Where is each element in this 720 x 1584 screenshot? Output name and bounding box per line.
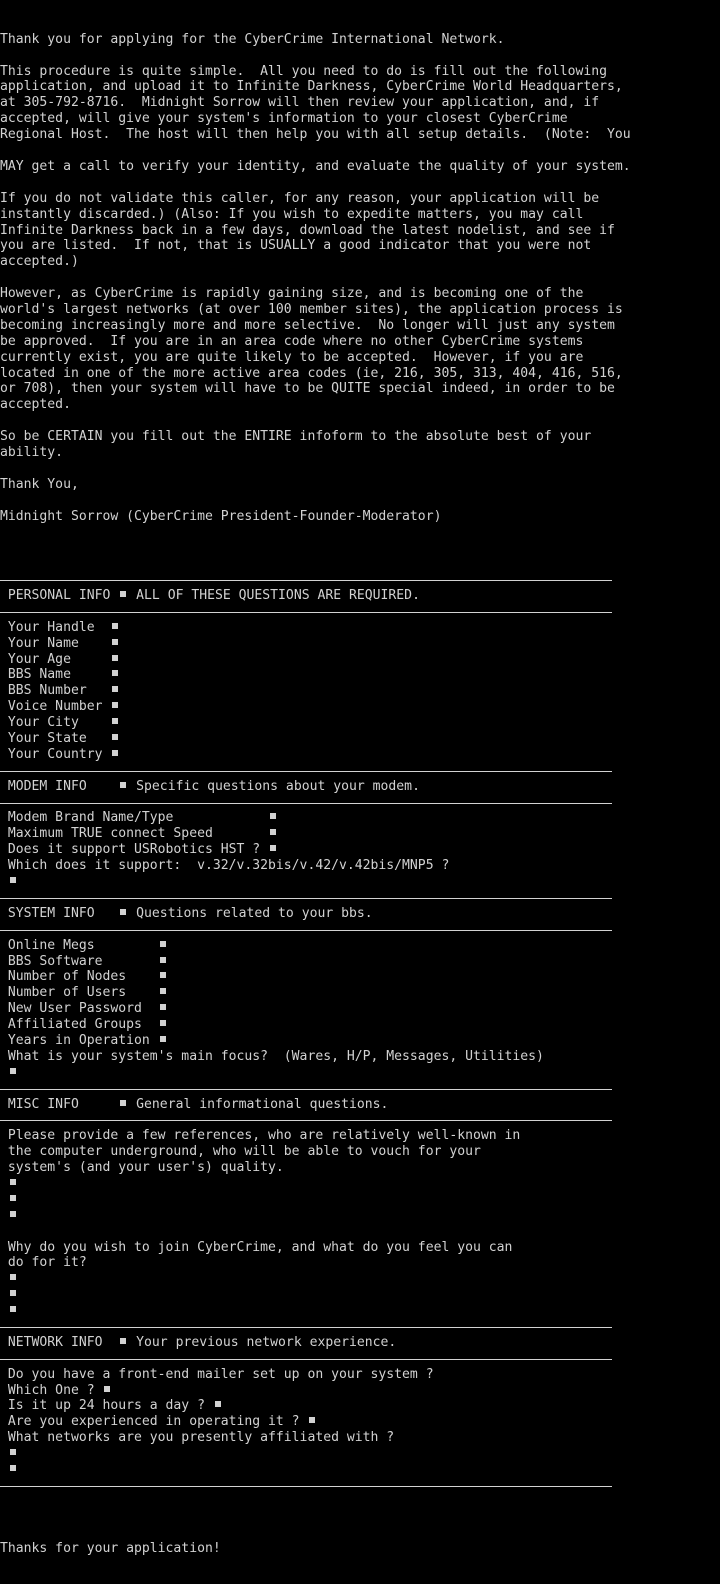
section-description: General informational questions. bbox=[136, 1096, 389, 1112]
form-question bbox=[0, 1240, 720, 1256]
intro-line: ability. bbox=[0, 444, 64, 460]
divider-line bbox=[0, 1319, 720, 1335]
question-label: Affiliated Groups bbox=[0, 1017, 158, 1033]
divider-line bbox=[0, 604, 720, 620]
closing-line: Thanks for your application! bbox=[0, 1541, 221, 1557]
section-header bbox=[0, 588, 720, 604]
question-label: Maximum TRUE connect Speed bbox=[0, 826, 269, 842]
answer-bullet-icon[interactable] bbox=[270, 813, 276, 819]
answer-bullet-icon[interactable] bbox=[10, 1179, 16, 1185]
section-title: NETWORK INFO bbox=[0, 1334, 111, 1350]
form-question bbox=[0, 1367, 720, 1383]
section-title: SYSTEM INFO bbox=[0, 905, 111, 921]
intro-line bbox=[0, 270, 720, 286]
intro-line: accepted.) bbox=[0, 254, 79, 270]
divider-line bbox=[0, 1112, 720, 1128]
form-question bbox=[0, 667, 720, 683]
intro-line: Thank You, bbox=[0, 476, 79, 492]
spacer bbox=[0, 1494, 720, 1510]
answer-bullet-icon[interactable] bbox=[160, 941, 166, 947]
answer-bullet-icon[interactable] bbox=[160, 1004, 166, 1010]
form-question bbox=[0, 636, 720, 652]
intro-line bbox=[0, 493, 720, 509]
question-label bbox=[0, 874, 8, 889]
form-question bbox=[0, 1049, 720, 1065]
divider-line bbox=[0, 763, 720, 779]
answer-bullet-icon[interactable] bbox=[160, 1036, 166, 1042]
section-title: PERSONAL INFO bbox=[0, 588, 111, 604]
answer-bullet-icon[interactable] bbox=[112, 686, 118, 692]
form-question bbox=[0, 731, 720, 747]
intro-line: at 305-792-8716. Midnight Sorrow will then review your application, and, if bbox=[0, 95, 600, 111]
form-question bbox=[0, 969, 720, 985]
intro-line: application, and upload it to Infinite Darkness, CyberCrime World Headquarters, bbox=[0, 79, 623, 95]
answer-bullet-icon[interactable] bbox=[120, 1100, 126, 1106]
form-question bbox=[0, 1001, 720, 1017]
intro-line: MAY get a call to verify your identity, and evaluate the quality of your system. bbox=[0, 158, 631, 174]
section-header bbox=[0, 1097, 720, 1113]
answer-bullet-icon[interactable] bbox=[160, 1020, 166, 1026]
question-label: What is your system's main focus? (Wares, H/P, Messages, Utilities) bbox=[0, 1048, 544, 1064]
question-label bbox=[0, 1462, 8, 1477]
form-question bbox=[0, 1208, 720, 1224]
divider-line bbox=[0, 1081, 720, 1097]
answer-bullet-icon[interactable] bbox=[160, 972, 166, 978]
answer-bullet-icon[interactable] bbox=[270, 829, 276, 835]
answer-bullet-icon[interactable] bbox=[112, 718, 118, 724]
form-question bbox=[0, 1128, 720, 1144]
form-question bbox=[0, 699, 720, 715]
form-question bbox=[0, 1176, 720, 1192]
question-label: BBS Name bbox=[0, 667, 111, 683]
question-label bbox=[0, 1271, 8, 1286]
intro-line: Infinite Darkness back in a few days, download the latest nodelist, and see if bbox=[0, 222, 615, 238]
intro-line: you are listed. If not, that is USUALLY a good indicator that you were not bbox=[0, 238, 592, 254]
form-question bbox=[0, 874, 720, 890]
intro-line: be approved. If you are in an area code where no other CyberCrime systems bbox=[0, 333, 584, 349]
section-title: MODEM INFO bbox=[0, 778, 111, 794]
question-label: the computer underground, who will be able to vouch for your bbox=[0, 1144, 481, 1160]
application-form bbox=[0, 572, 720, 1510]
answer-bullet-icon[interactable] bbox=[112, 670, 118, 676]
form-question bbox=[0, 1430, 720, 1446]
spacer bbox=[0, 524, 720, 540]
form-question bbox=[0, 1462, 720, 1478]
answer-bullet-icon[interactable] bbox=[10, 1211, 16, 1217]
intro-line: currently exist, you are quite likely to be accepted. However, if you are bbox=[0, 349, 584, 365]
form-question bbox=[0, 1192, 720, 1208]
answer-bullet-icon[interactable] bbox=[10, 1290, 16, 1296]
section-title: MISC INFO bbox=[0, 1096, 111, 1112]
question-label: Modem Brand Name/Type bbox=[0, 810, 269, 826]
divider-line bbox=[0, 922, 720, 938]
answer-bullet-icon[interactable] bbox=[10, 1068, 16, 1074]
question-label bbox=[0, 1446, 8, 1461]
form-question bbox=[0, 1017, 720, 1033]
intro-line: becoming increasingly more and more selective. No longer will just any system bbox=[0, 317, 615, 333]
intro-line bbox=[0, 413, 720, 429]
form-question bbox=[0, 842, 720, 858]
question-label bbox=[0, 1287, 8, 1302]
question-label: Do you have a front-end mailer set up on your system ? bbox=[0, 1366, 434, 1382]
question-label: Your Handle bbox=[0, 619, 111, 635]
form-question bbox=[0, 1160, 720, 1176]
section-description: Questions related to your bbs. bbox=[136, 905, 373, 921]
answer-bullet-icon[interactable] bbox=[160, 957, 166, 963]
answer-bullet-icon[interactable] bbox=[112, 639, 118, 645]
form-question bbox=[0, 985, 720, 1001]
form-question bbox=[0, 1446, 720, 1462]
question-label: system's (and your user's) quality. bbox=[0, 1160, 284, 1176]
question-label: Your City bbox=[0, 715, 111, 731]
form-question bbox=[0, 1414, 720, 1430]
answer-bullet-icon[interactable] bbox=[10, 1306, 16, 1312]
intro-line bbox=[0, 175, 720, 191]
intro-line: accepted. bbox=[0, 397, 71, 413]
answer-bullet-icon[interactable] bbox=[10, 1195, 16, 1201]
question-label bbox=[0, 1176, 8, 1191]
form-question bbox=[0, 826, 720, 842]
question-label bbox=[0, 1065, 8, 1080]
intro-line: This procedure is quite simple. All you need to do is fill out the following bbox=[0, 63, 607, 79]
section-description: ALL OF THESE QUESTIONS ARE REQUIRED. bbox=[136, 588, 420, 604]
question-label: Does it support USRobotics HST ? bbox=[0, 842, 269, 858]
answer-bullet-icon[interactable] bbox=[270, 845, 276, 851]
divider-line bbox=[0, 890, 720, 906]
divider-line bbox=[0, 572, 720, 588]
form-question bbox=[0, 938, 720, 954]
form-question bbox=[0, 683, 720, 699]
form-question bbox=[0, 1224, 720, 1240]
question-label bbox=[0, 1208, 8, 1223]
divider-line bbox=[0, 1351, 720, 1367]
intro-line: Midnight Sorrow (CyberCrime President-Founder-Moderator) bbox=[0, 508, 442, 524]
answer-bullet-icon[interactable] bbox=[112, 655, 118, 661]
question-label: Number of Users bbox=[0, 985, 158, 1001]
intro-line bbox=[0, 143, 720, 159]
question-label: do for it? bbox=[0, 1255, 87, 1271]
answer-bullet-icon[interactable] bbox=[120, 909, 126, 915]
question-label: What networks are you presently affiliated with ? bbox=[0, 1430, 395, 1446]
form-question bbox=[0, 1303, 720, 1319]
question-label: New User Password bbox=[0, 1001, 158, 1017]
form-question bbox=[0, 954, 720, 970]
form-question bbox=[0, 652, 720, 668]
question-label: Your Age bbox=[0, 651, 111, 667]
divider-line bbox=[0, 795, 720, 811]
form-question bbox=[0, 715, 720, 731]
section-header bbox=[0, 779, 720, 795]
answer-bullet-icon[interactable] bbox=[104, 1386, 110, 1392]
answer-bullet-icon[interactable] bbox=[112, 623, 118, 629]
answer-bullet-icon[interactable] bbox=[10, 1449, 16, 1455]
question-label: Your Name bbox=[0, 635, 111, 651]
question-label: Online Megs bbox=[0, 937, 158, 953]
intro-line: If you do not validate this caller, for any reason, your application will be bbox=[0, 190, 600, 206]
intro-line: accepted, will give your system's information to your closest CyberCrime bbox=[0, 111, 568, 127]
answer-bullet-icon[interactable] bbox=[120, 591, 126, 597]
answer-bullet-icon[interactable] bbox=[112, 750, 118, 756]
question-label: Your Country bbox=[0, 746, 111, 762]
form-question bbox=[0, 1398, 720, 1414]
intro-line: world's largest networks (at over 100 member sites), the application process is bbox=[0, 301, 623, 317]
question-label: Please provide a few references, who are relatively well-known in bbox=[0, 1128, 521, 1144]
question-label: Voice Number bbox=[0, 699, 111, 715]
intro-line: instantly discarded.) (Also: If you wish to expedite matters, you may call bbox=[0, 206, 584, 222]
form-question bbox=[0, 620, 720, 636]
form-question bbox=[0, 1255, 720, 1271]
intro-line: However, as CyberCrime is rapidly gaining size, and is becoming one of the bbox=[0, 286, 584, 302]
answer-bullet-icon[interactable] bbox=[120, 782, 126, 788]
form-question bbox=[0, 1383, 720, 1399]
intro-line: So be CERTAIN you fill out the ENTIRE infoform to the absolute best of your bbox=[0, 429, 592, 445]
answer-bullet-icon[interactable] bbox=[112, 702, 118, 708]
question-label: BBS Software bbox=[0, 953, 158, 969]
form-question bbox=[0, 1271, 720, 1287]
section-description: Specific questions about your modem. bbox=[136, 778, 420, 794]
answer-bullet-icon[interactable] bbox=[10, 877, 16, 883]
form-question bbox=[0, 747, 720, 763]
form-question bbox=[0, 810, 720, 826]
question-label bbox=[0, 1192, 8, 1207]
question-label: Are you experienced in operating it ? bbox=[0, 1414, 308, 1430]
form-question bbox=[0, 1287, 720, 1303]
answer-bullet-icon[interactable] bbox=[309, 1417, 315, 1423]
question-label: Your State bbox=[0, 731, 111, 747]
intro-line bbox=[0, 461, 720, 477]
answer-bullet-icon[interactable] bbox=[112, 734, 118, 740]
intro-line: located in one of the more active area codes (ie, 216, 305, 313, 404, 416, 516, bbox=[0, 365, 623, 381]
form-question bbox=[0, 1144, 720, 1160]
section-header bbox=[0, 906, 720, 922]
divider-line bbox=[0, 1478, 720, 1494]
intro-line: or 708), then your system will have to be QUITE special indeed, in order to be bbox=[0, 381, 615, 397]
question-label: Years in Operation bbox=[0, 1032, 158, 1048]
intro-line bbox=[0, 48, 720, 64]
answer-bullet-icon[interactable] bbox=[120, 1338, 126, 1344]
question-label: Which One ? bbox=[0, 1382, 103, 1398]
answer-bullet-icon[interactable] bbox=[215, 1401, 221, 1407]
question-label: Number of Nodes bbox=[0, 969, 158, 985]
form-question bbox=[0, 1065, 720, 1081]
question-label: Why do you wish to join CyberCrime, and what do you feel you can bbox=[0, 1239, 513, 1255]
answer-bullet-icon[interactable] bbox=[160, 988, 166, 994]
question-label bbox=[0, 1303, 8, 1318]
form-question bbox=[0, 858, 720, 874]
section-description: Your previous network experience. bbox=[136, 1334, 397, 1350]
question-label: Which does it support: v.32/v.32bis/v.42/v.42bis/MNP5 ? bbox=[0, 858, 450, 874]
question-label: BBS Number bbox=[0, 683, 111, 699]
intro-line: Regional Host. The host will then help you with all setup details. (Note: You bbox=[0, 127, 631, 143]
answer-bullet-icon[interactable] bbox=[10, 1274, 16, 1280]
answer-bullet-icon[interactable] bbox=[10, 1465, 16, 1471]
form-question bbox=[0, 1033, 720, 1049]
question-label: Is it up 24 hours a day ? bbox=[0, 1398, 213, 1414]
intro-line: Thank you for applying for the CyberCrime International Network. bbox=[0, 31, 505, 47]
intro-text bbox=[0, 32, 720, 541]
section-header bbox=[0, 1335, 720, 1351]
